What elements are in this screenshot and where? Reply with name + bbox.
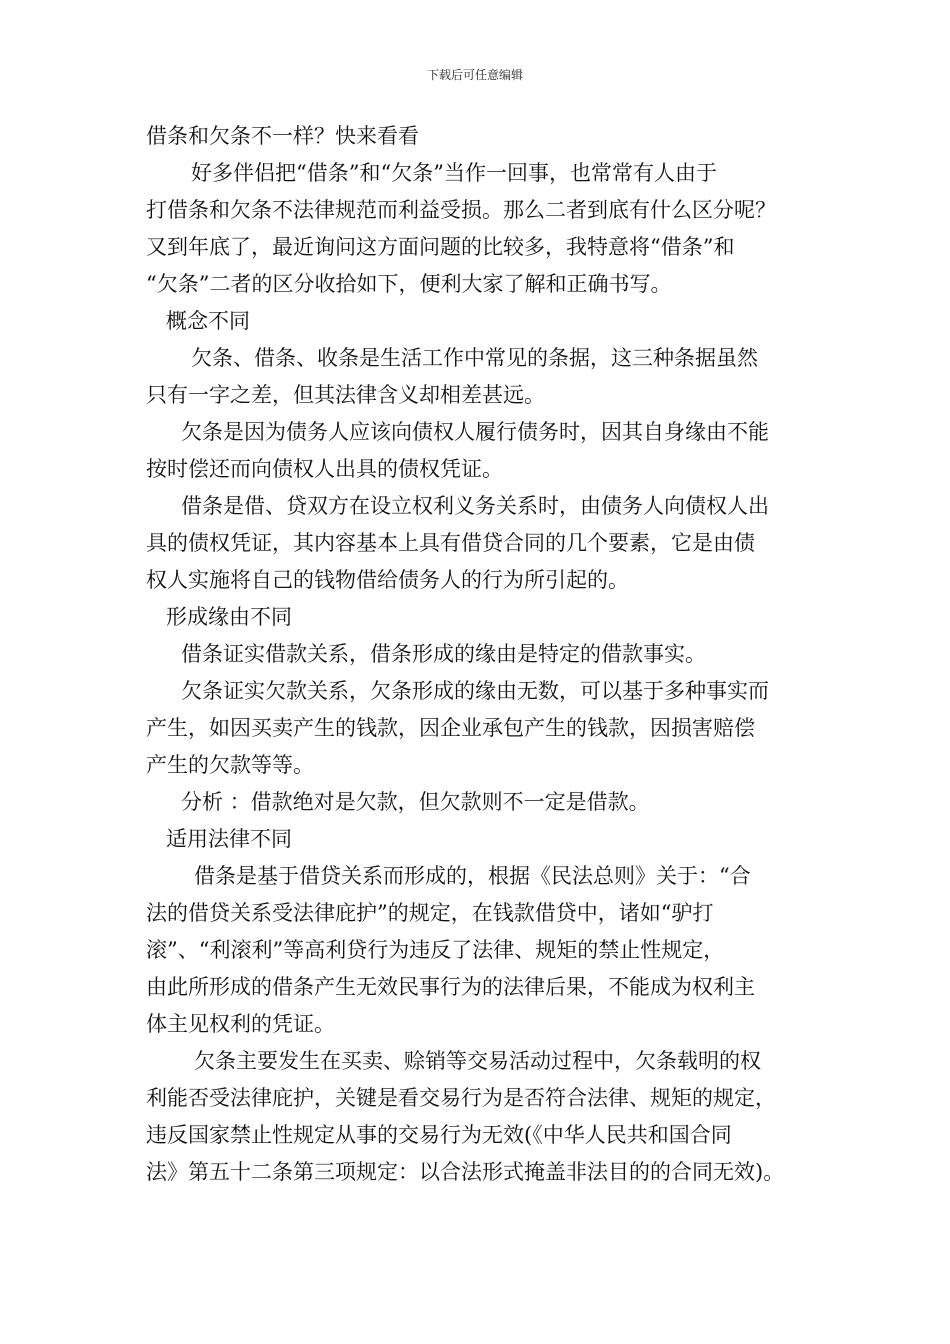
paragraph-line: 法的借贷关系受法律庇护”的规定，在钱款借贷中，诸如“驴打 — [146, 901, 714, 925]
paragraph-line: 按时偿还而向债权人出具的债权凭证。 — [146, 457, 503, 481]
paragraph-line: 法》第五十二条第三项规定：以合法形式掩盖非法目的的合同无效)。 — [146, 1160, 785, 1184]
paragraph-line: 利能否受法律庇护，关键是看交易行为是否符合法律、规矩的规定， — [146, 1086, 776, 1110]
paragraph-line: “欠条”二者的区分收拾如下，便利大家了解和正确书写。 — [146, 272, 672, 296]
paragraph-line: 借条是借、贷双方在设立权利义务关系时，由债务人向债权人出 — [181, 494, 769, 518]
section-heading: 形成缘由不同 — [166, 605, 292, 629]
paragraph-line: 打借条和欠条不法律规范而利益受损。那么二者到底有什么区分呢？ — [146, 198, 776, 222]
paragraph-line: 权人实施将自己的钱物借给债务人的行为所引起的。 — [146, 568, 629, 592]
page-header: 下载后可任意编辑 — [426, 68, 523, 82]
paragraph-line: 产生，如因买卖产生的钱款，因企业承包产生的钱款，因损害赔偿 — [146, 716, 755, 740]
paragraph-line: 体主见权利的凭证。 — [146, 1012, 335, 1036]
section-heading: 概念不同 — [166, 309, 250, 333]
paragraph-line: 违反国家禁止性规定从事的交易行为无效(《中华人民共和国合同 — [146, 1123, 732, 1147]
section-heading: 适用法律不同 — [166, 827, 292, 851]
paragraph-line: 好多伴侣把“借条”和“欠条”当作一回事，也常常有人由于 — [191, 161, 717, 185]
paragraph-line: 借条是基于借贷关系而形成的，根据《民法总则》关于：“合 — [194, 864, 751, 888]
paragraph-line: 借条证实借款关系，借条形成的缘由是特定的借款事实。 — [181, 642, 706, 666]
paragraph-line: 只有一字之差，但其法律含义却相差甚远。 — [146, 383, 545, 407]
paragraph-line: 欠条主要发生在买卖、赊销等交易活动过程中，欠条载明的权 — [194, 1049, 761, 1073]
paragraph-line: 由此所形成的借条产生无效民事行为的法律后果，不能成为权利主 — [146, 975, 755, 999]
document-title: 借条和欠条不一样？快来看看 — [146, 124, 419, 148]
paragraph-line: 欠条是因为债务人应该向债权人履行债务时，因其自身缘由不能 — [181, 420, 769, 444]
paragraph-line: 产生的欠款等等。 — [146, 753, 314, 777]
paragraph-line: 滚”、“利滚利”等高利贷行为违反了法律、规矩的禁止性规定， — [146, 938, 725, 962]
paragraph-line: 又到年底了，最近询问这方面问题的比较多，我特意将“借条”和 — [146, 235, 735, 259]
paragraph-line: 欠条证实欠款关系，欠条形成的缘由无数，可以基于多种事实而 — [181, 679, 769, 703]
document-body — [146, 118, 836, 1191]
paragraph-line: 欠条、借条、收条是生活工作中常见的条据，这三种条据虽然 — [191, 346, 758, 370]
analysis-line: 分析 ：借款绝对是欠款，但欠款则不一定是借款。 — [181, 790, 650, 814]
paragraph-line: 具的债权凭证，其内容基本上具有借贷合同的几个要素，它是由债 — [146, 531, 755, 555]
